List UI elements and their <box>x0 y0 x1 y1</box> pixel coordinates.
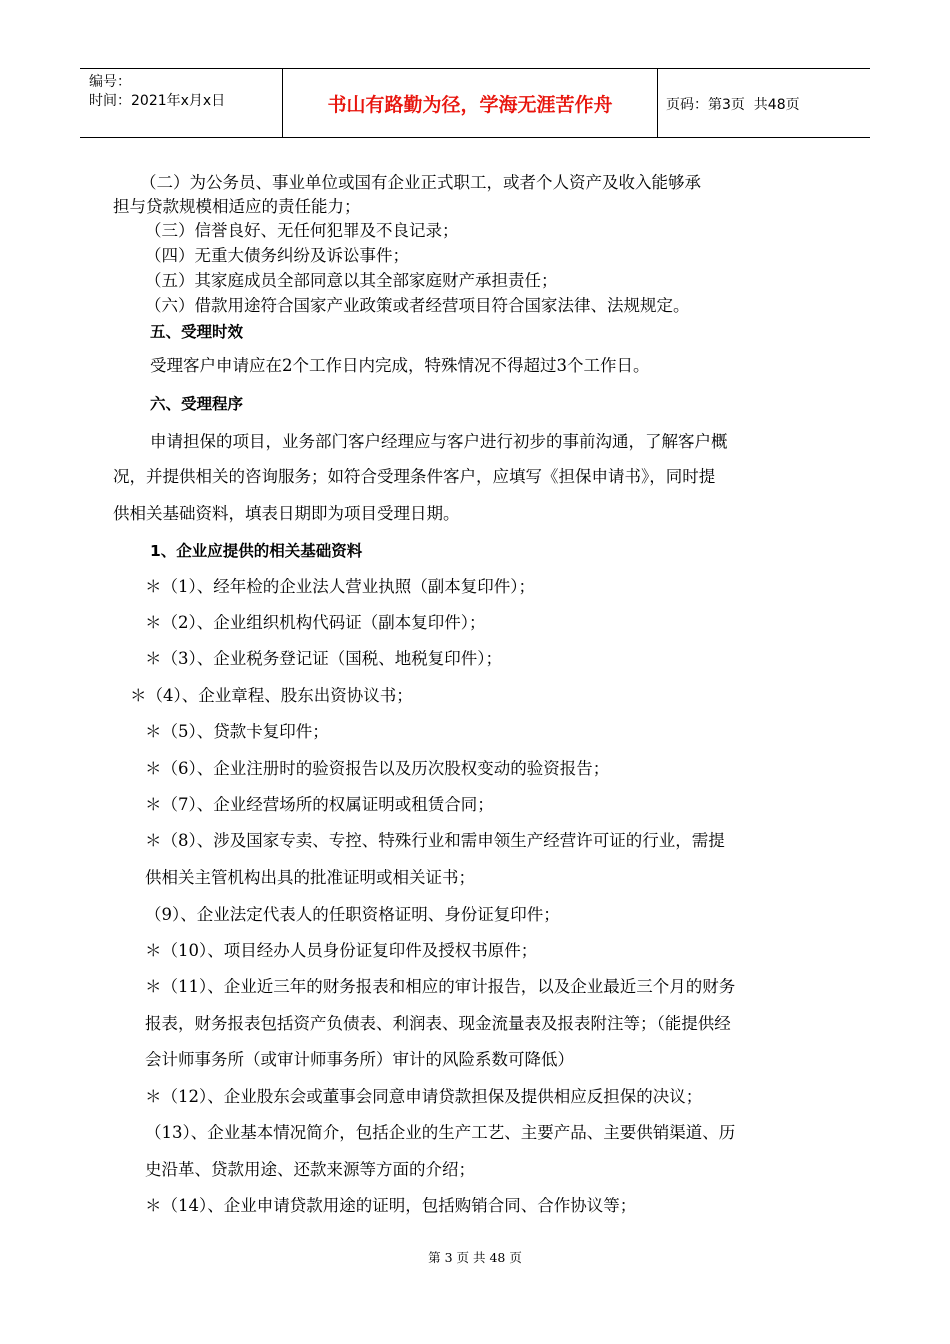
header-divider <box>657 69 658 137</box>
list-item: ＊（5）、贷款卡复印件； <box>145 722 329 741</box>
list-item: ＊（1）、经年检的企业法人营业执照（副本复印件）； <box>145 577 535 596</box>
section-heading: 五、受理时效 <box>150 323 244 341</box>
list-item: （9）、企业法定代表人的任职资格证明、身份证复印件； <box>145 905 560 924</box>
body-line: （五）其家庭成员全部同意以其全部家庭财产承担责任； <box>145 271 558 290</box>
header-info-cell <box>80 69 282 137</box>
subsection-heading: 1、企业应提供的相关基础资料 <box>150 542 363 560</box>
header-table <box>80 68 870 138</box>
body-line: （四）无重大债务纠纷及诉讼事件； <box>145 246 409 265</box>
page-footer: 第 3 页 共 48 页 <box>428 1250 522 1265</box>
body-line: 受理客户申请应在2个工作日内完成，特殊情况不得超过3个工作日。 <box>150 356 650 375</box>
list-item: （13）、企业基本情况简介，包括企业的生产工艺、主要产品、主要供销渠道、历 <box>145 1123 736 1142</box>
document-number-label: 编号： <box>89 74 131 90</box>
list-item-continuation: 史沿革、贷款用途、还款来源等方面的介绍； <box>145 1160 475 1179</box>
body-line: （三）信誉良好、无任何犯罪及不良记录； <box>145 221 459 240</box>
list-item: ＊（4）、企业章程、股东出资协议书； <box>130 686 413 705</box>
section-heading: 六、受理程序 <box>150 395 244 413</box>
body-line: （二）为公务员、事业单位或国有企业正式职工，或者个人资产及收入能够承 <box>140 173 701 192</box>
list-item: ＊（8）、涉及国家专卖、专控、特殊行业和需申领生产经营许可证的行业，需提 <box>145 831 725 850</box>
list-item-continuation: 供相关主管机构出具的批准证明或相关证书； <box>145 868 475 887</box>
list-item: ＊（14）、企业申请贷款用途的证明，包括购销合同、合作协议等； <box>145 1196 637 1215</box>
list-item: ＊（7）、企业经营场所的权属证明或租赁合同； <box>145 795 494 814</box>
body-line: 况，并提供相关的咨询服务；如符合受理条件客户，应填写《担保申请书》，同时提 <box>113 467 716 486</box>
body-line: 申请担保的项目，业务部门客户经理应与客户进行初步的事前沟通，了解客户概 <box>150 432 728 451</box>
header-motto: 书山有路勤为径，学海无涯苦作舟 <box>327 93 613 116</box>
document-date-label: 时间：2021年x月x日 <box>89 93 226 109</box>
list-item: ＊（12）、企业股东会或董事会同意申请贷款担保及提供相应反担保的决议； <box>145 1087 703 1106</box>
list-item: ＊（10）、项目经办人员身份证复印件及授权书原件； <box>145 941 538 960</box>
body-line: 担与贷款规模相适应的责任能力； <box>113 197 361 216</box>
list-item-continuation: 报表，财务报表包括资产负债表、利润表、现金流量表及报表附注等；（能提供经 <box>145 1014 731 1033</box>
list-item: ＊（6）、企业注册时的验资报告以及历次股权变动的验资报告； <box>145 759 610 778</box>
header-page-info: 页码：第3页 共48页 <box>666 97 800 113</box>
body-line: 供相关基础资料，填表日期即为项目受理日期。 <box>113 504 460 523</box>
list-item: ＊（11）、企业近三年的财务报表和相应的审计报告，以及企业最近三个月的财务 <box>145 977 736 996</box>
list-item: ＊（3）、企业税务登记证（国税、地税复印件）； <box>145 649 502 668</box>
list-item-continuation: 会计师事务所（或审计师事务所）审计的风险系数可降低） <box>145 1050 574 1069</box>
list-item: ＊（2）、企业组织机构代码证（副本复印件）； <box>145 613 486 632</box>
body-line: （六）借款用途符合国家产业政策或者经营项目符合国家法律、法规规定。 <box>145 296 690 315</box>
